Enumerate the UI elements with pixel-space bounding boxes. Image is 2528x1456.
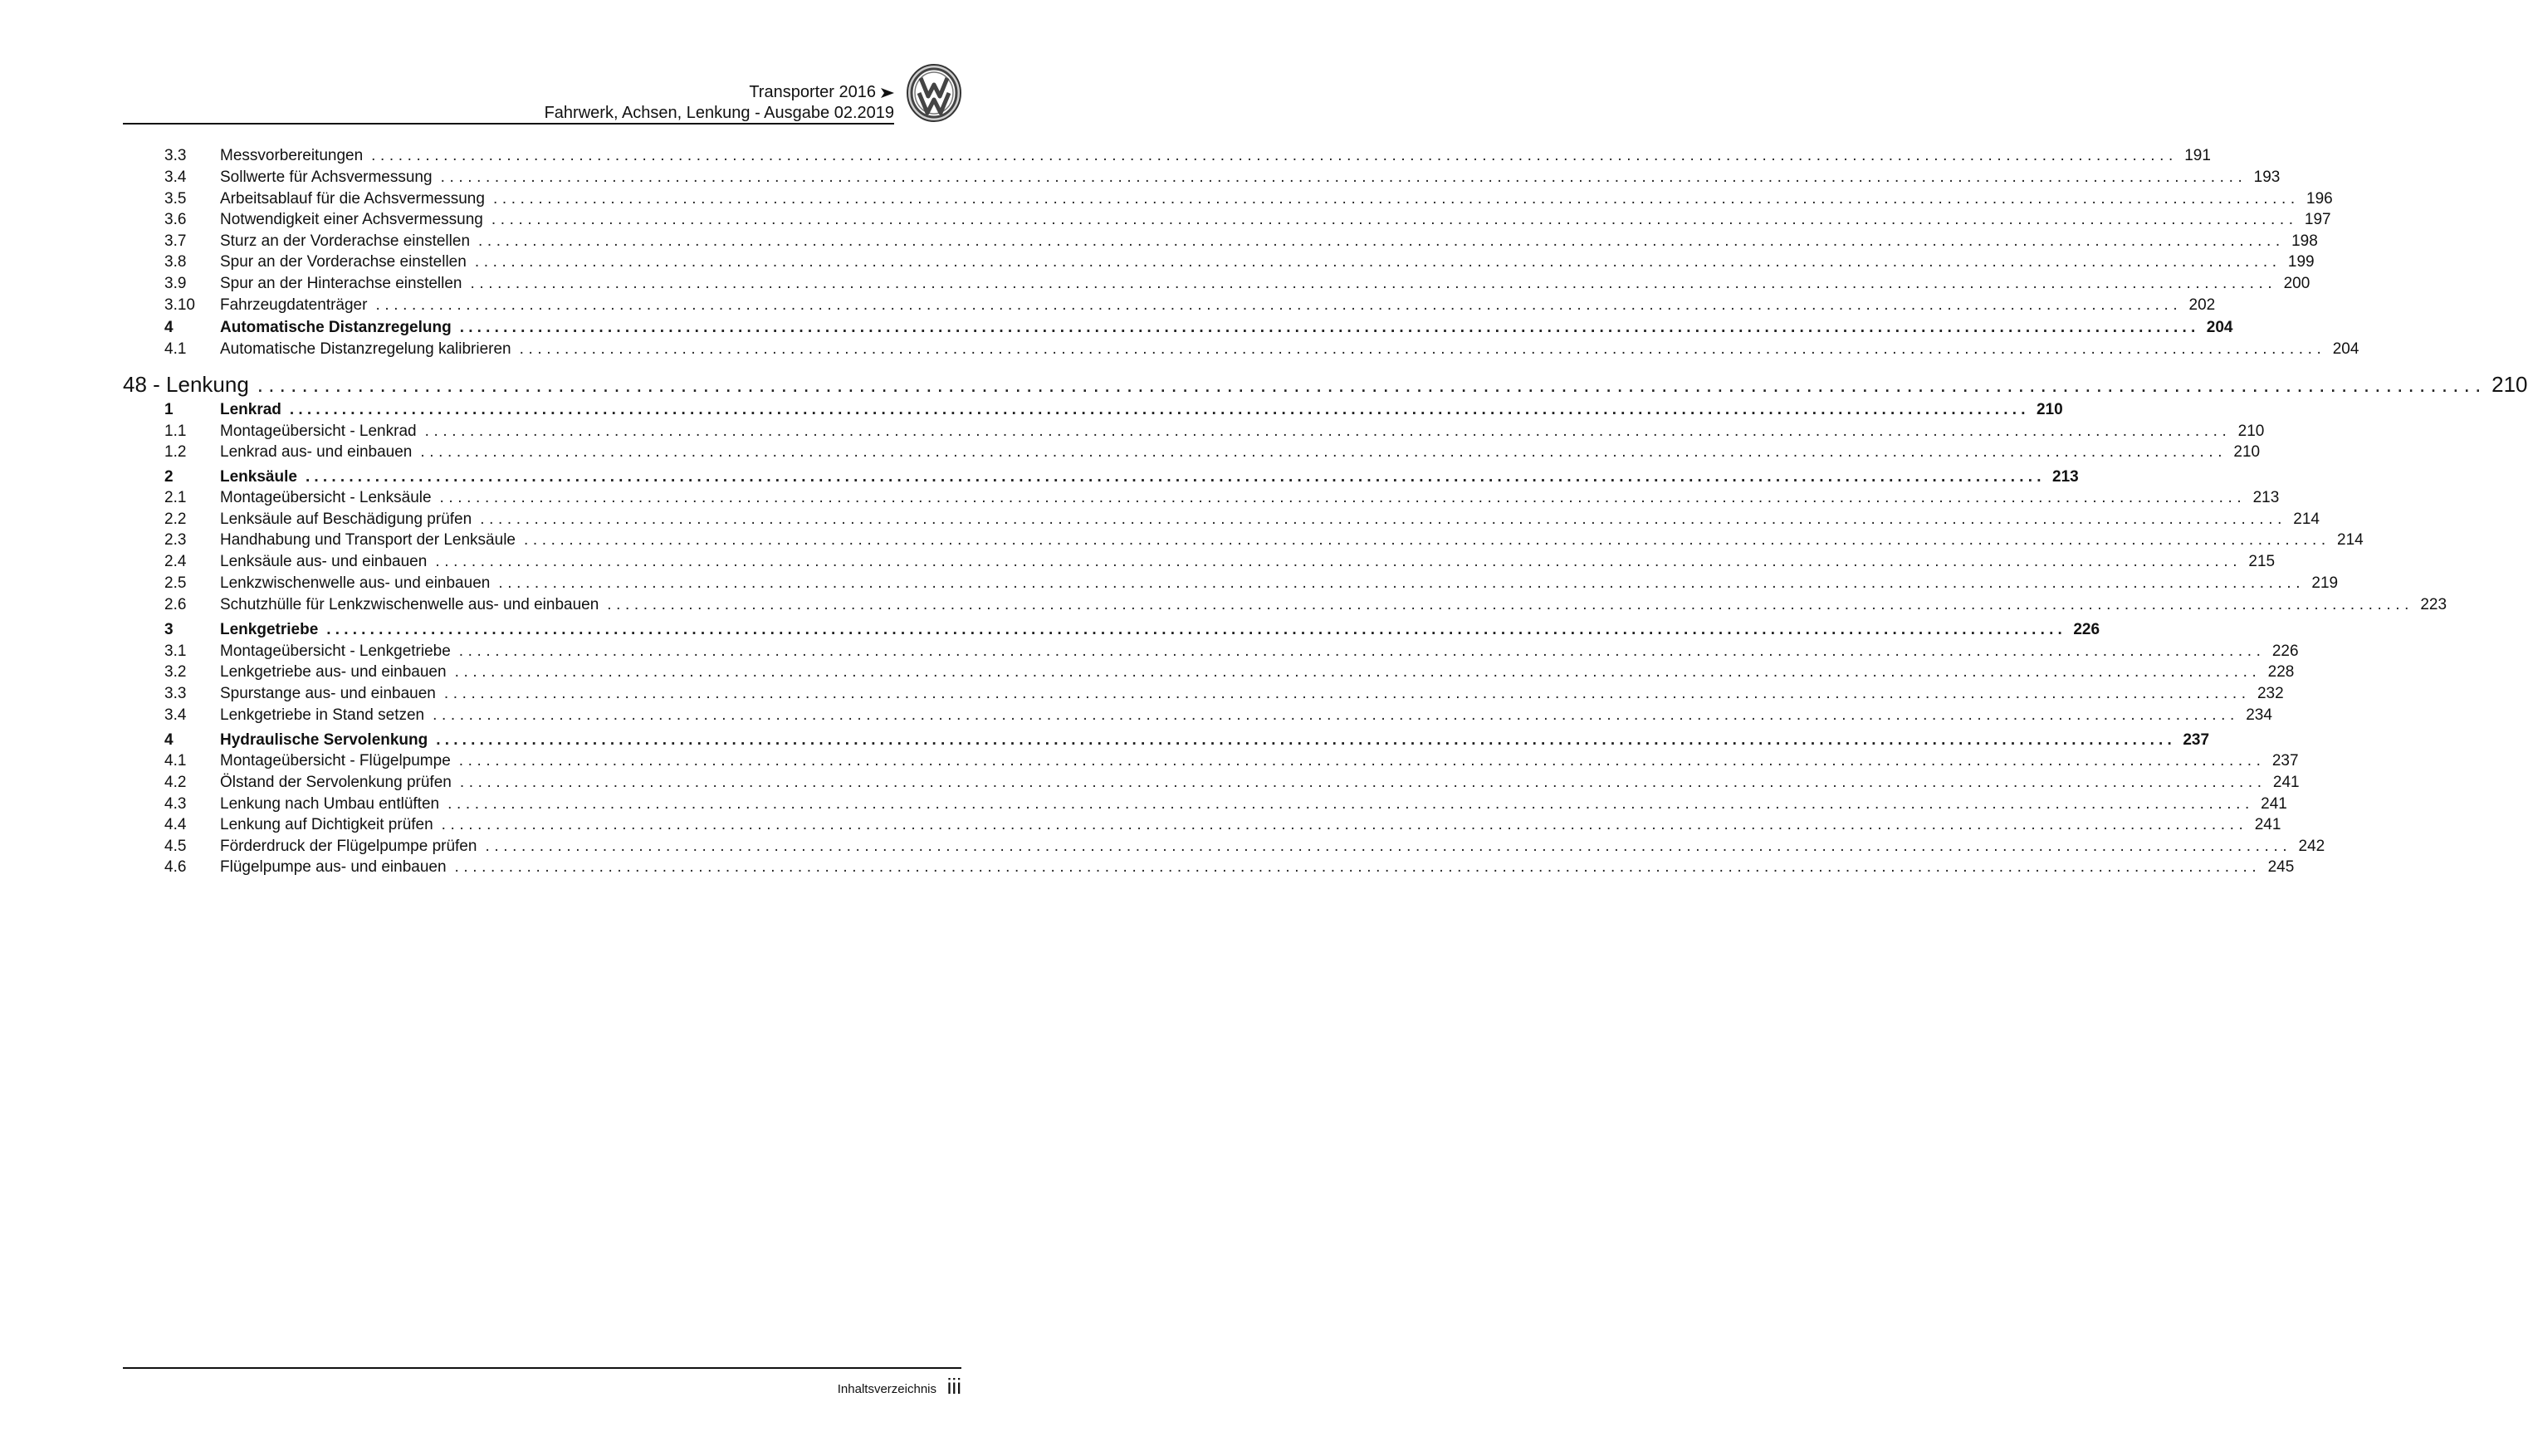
toc-dot-leader: ........................................................................................................................................................................................................ [523, 531, 2330, 549]
toc-number: 2 [164, 468, 174, 486]
toc-dot-leader: ........................................................................................................................................................................................................ [474, 253, 2281, 271]
toc-page-number: 213 [2252, 489, 2280, 506]
toc-title: Montageübersicht - Flügelpumpe [220, 752, 451, 770]
toc-entry[interactable] [123, 146, 2211, 166]
toc-page-number: 193 [2253, 169, 2281, 186]
toc-entry[interactable] [123, 837, 2325, 857]
toc-dot-leader: ........................................................................................................................................................................................................ [485, 838, 2292, 855]
toc-number: 3 [164, 621, 174, 638]
toc-entry[interactable] [123, 706, 2272, 726]
toc-dot-leader: ........................................................................................................................................................................................................ [447, 795, 2254, 813]
toc-title: Handhabung und Transport der Lenksäule [220, 531, 516, 549]
toc-title: Lenksäule [220, 468, 297, 486]
toc-entry[interactable] [123, 530, 2364, 550]
toc-title: Montageübersicht - Lenksäule [220, 489, 432, 506]
footer-label: Inhaltsverzeichnis [837, 1382, 936, 1396]
toc-dot-leader: ........................................................................................................................................................................................................ [519, 340, 2326, 358]
toc-entry[interactable] [123, 857, 2295, 877]
header-vehicle [749, 83, 894, 102]
toc-page-number: 202 [2188, 296, 2216, 314]
toc-entry[interactable] [123, 574, 2339, 594]
toc-number: 2.5 [164, 574, 187, 592]
toc-dot-leader: ........................................................................................................................................................................................................ [607, 596, 2414, 613]
toc-dot-leader: ........................................................................................................................................................................................................ [436, 731, 2177, 749]
toc-number: 4.5 [164, 838, 187, 855]
toc-dot-leader: ........................................................................................................................................................................................................ [420, 443, 2227, 461]
toc-page-number: 210 [2036, 401, 2063, 418]
toc-title: Sturz an der Vorderachse einstellen [220, 232, 471, 250]
header-vehicle-label: Transporter 2016 [749, 83, 876, 101]
toc-page-number: 241 [2254, 816, 2281, 833]
toc-number: 3.1 [164, 642, 187, 660]
toc-page-number: 242 [2298, 838, 2325, 855]
toc-number: 4.1 [164, 752, 187, 770]
toc-title: Spurstange aus- und einbauen [220, 685, 436, 702]
toc-number: 4.4 [164, 816, 187, 833]
toc-number: 2.3 [164, 531, 187, 549]
toc-page-number: 215 [2248, 553, 2276, 570]
toc-title: Sollwerte für Achsvermessung [220, 169, 433, 186]
toc-page-number: 234 [2246, 706, 2272, 724]
toc-dot-leader: ........................................................................................................................................................................................................ [257, 372, 2486, 397]
toc-page-number: 197 [2304, 211, 2331, 228]
toc-page-number: 200 [2283, 275, 2310, 292]
toc-number: 3.7 [164, 232, 187, 250]
toc-title: Automatische Distanzregelung [220, 319, 452, 336]
toc-entry[interactable] [123, 252, 2315, 272]
toc-title: Montageübersicht - Lenkgetriebe [220, 642, 451, 660]
toc-number: 4 [164, 731, 174, 749]
toc-entry[interactable] [123, 488, 2280, 508]
toc-number: 4.6 [164, 858, 187, 876]
toc-number: 3.6 [164, 211, 187, 228]
toc-title: Lenkrad [220, 401, 281, 418]
toc-dot-leader: ........................................................................................................................................................................................................ [470, 275, 2277, 292]
toc-title: Lenkzwischenwelle aus- und einbauen [220, 574, 491, 592]
page-header [123, 80, 894, 126]
toc-dot-leader: ........................................................................................................................................................................................................ [459, 319, 2200, 336]
toc-page-number: 237 [2271, 752, 2299, 770]
toc-title: Lenksäule auf Beschädigung prüfen [220, 511, 472, 528]
toc-dot-leader: ........................................................................................................................................................................................................ [459, 774, 2266, 791]
toc-title: Lenkgetriebe [220, 621, 319, 638]
toc-number: 3.10 [164, 296, 195, 314]
toc-dot-leader: ........................................................................................................................................................................................................ [424, 423, 2232, 440]
toc-number: 3.3 [164, 685, 187, 702]
toc-dot-leader: ........................................................................................................................................................................................................ [492, 190, 2300, 208]
toc-title: Fahrzeugdatenträger [220, 296, 368, 314]
footer-rule [123, 1367, 961, 1369]
toc-number: 3.4 [164, 706, 187, 724]
toc-dot-leader: ........................................................................................................................................................................................................ [435, 553, 2242, 570]
toc-page-number: 214 [2293, 511, 2320, 528]
toc-page-number: 204 [2332, 340, 2359, 358]
toc-dot-leader: ........................................................................................................................................................................................................ [458, 642, 2266, 660]
toc-title: Automatische Distanzregelung kalibrieren [220, 340, 511, 358]
toc-entry[interactable] [123, 642, 2299, 662]
toc-title: Lenkrad aus- und einbauen [220, 443, 413, 461]
toc-dot-leader: ........................................................................................................................................................................................................ [441, 816, 2248, 833]
toc-section[interactable] [123, 730, 2210, 750]
toc-title: Messvorbereitungen [220, 147, 364, 164]
toc-title: Spur an der Hinterachse einstellen [220, 275, 462, 292]
toc-number: 2.1 [164, 489, 187, 506]
toc-entry[interactable] [123, 684, 2284, 704]
toc-page-number: 204 [2206, 319, 2233, 336]
toc-dot-leader: ........................................................................................................................................................................................................ [305, 468, 2046, 486]
toc-number: 1 [164, 401, 174, 418]
toc-number: 1.1 [164, 423, 187, 440]
toc-title: Montageübersicht - Lenkrad [220, 423, 417, 440]
toc-entry[interactable] [123, 552, 2276, 572]
toc-entry[interactable] [123, 773, 2300, 793]
toc-number: 3.3 [164, 147, 187, 164]
toc-page-number: 210 [2491, 372, 2528, 397]
toc-title: Spur an der Vorderachse einstellen [220, 253, 467, 271]
toc-dot-leader: ........................................................................................................................................................................................................ [478, 232, 2285, 250]
toc-section[interactable] [123, 620, 2100, 640]
toc-number: 2.6 [164, 596, 187, 613]
toc-title: Lenkung auf Dichtigkeit prüfen [220, 816, 433, 833]
toc-page-number: 223 [2420, 596, 2447, 613]
toc-number: 1.2 [164, 443, 187, 461]
toc-number: 3.8 [164, 253, 187, 271]
toc-page-number: 232 [2257, 685, 2284, 702]
toc-page-number: 228 [2267, 663, 2295, 681]
toc-dot-leader: ........................................................................................................................................................................................................ [289, 401, 2030, 418]
toc-entry[interactable] [123, 189, 2333, 209]
toc-title: Förderdruck der Flügelpumpe prüfen [220, 838, 477, 855]
toc-dot-leader: ........................................................................................................................................................................................................ [440, 169, 2247, 186]
header-subtitle: Fahrwerk, Achsen, Lenkung - Ausgabe 02.2019 [544, 104, 894, 122]
toc-page-number: 245 [2267, 858, 2295, 876]
toc-page-number: 198 [2291, 232, 2318, 250]
toc-dot-leader: ........................................................................................................................................................................................................ [491, 211, 2298, 228]
toc-dot-leader: ........................................................................................................................................................................................................ [375, 296, 2183, 314]
toc-page-number: 191 [2184, 147, 2211, 164]
toc-title: Ölstand der Servolenkung prüfen [220, 774, 452, 791]
toc-title: Schutzhülle für Lenkzwischenwelle aus- und einbauen [220, 596, 599, 613]
toc-number: 4.1 [164, 340, 187, 358]
toc-entry[interactable] [123, 510, 2320, 530]
toc-section[interactable] [123, 467, 2079, 487]
toc-dot-leader: ........................................................................................................................................................................................................ [454, 663, 2262, 681]
toc-entry[interactable] [123, 422, 2265, 442]
toc-page-number: 219 [2311, 574, 2339, 592]
toc-title: Notwendigkeit einer Achsvermessung [220, 211, 483, 228]
toc-title: Hydraulische Servolenkung [220, 731, 428, 749]
toc-entry[interactable] [123, 595, 2447, 615]
toc-entry[interactable] [123, 168, 2281, 188]
toc-entry[interactable] [123, 442, 2261, 462]
toc-page-number: 241 [2261, 795, 2287, 813]
toc-page-number: 226 [2073, 621, 2100, 638]
toc-entry[interactable] [123, 274, 2310, 294]
toc-entry[interactable] [123, 340, 2359, 359]
toc-entry[interactable] [123, 662, 2295, 682]
toc-page-number: 214 [2337, 531, 2364, 549]
toc-dot-leader: ........................................................................................................................................................................................................ [443, 685, 2251, 702]
toc-page-number: 196 [2306, 190, 2333, 208]
footer-page-number: iii [946, 1374, 961, 1399]
toc-dot-leader: ........................................................................................................................................................................................................ [458, 752, 2266, 770]
toc-entry[interactable] [123, 751, 2299, 771]
toc-number: 4.3 [164, 795, 187, 813]
toc-page-number: 237 [2183, 731, 2210, 749]
toc-page-number: 210 [2233, 443, 2261, 461]
toc-number: 3.5 [164, 190, 187, 208]
toc-number: 4 [164, 319, 174, 336]
vw-logo-icon [906, 63, 962, 123]
toc-number: 2.4 [164, 553, 187, 570]
toc-section[interactable] [123, 400, 2063, 420]
toc-title: Lenkgetriebe aus- und einbauen [220, 663, 447, 681]
toc-entry[interactable] [123, 210, 2331, 230]
arrow-right-icon [881, 87, 894, 99]
toc-page-number: 210 [2237, 423, 2265, 440]
toc-number: 4.2 [164, 774, 187, 791]
toc-dot-leader: ........................................................................................................................................................................................................ [439, 489, 2247, 506]
toc-dot-leader: ........................................................................................................................................................................................................ [454, 858, 2262, 876]
toc-entry[interactable] [123, 296, 2216, 315]
toc-entry[interactable] [123, 815, 2281, 835]
toc-section[interactable] [123, 318, 2233, 338]
toc-page-number: 226 [2271, 642, 2299, 660]
toc-title: Lenksäule aus- und einbauen [220, 553, 428, 570]
toc-number: 3.4 [164, 169, 187, 186]
toc-title: Flügelpumpe aus- und einbauen [220, 858, 447, 876]
toc-page-number: 199 [2287, 253, 2315, 271]
toc-dot-leader: ........................................................................................................................................................................................................ [433, 706, 2239, 724]
toc-title: Lenkgetriebe in Stand setzen [220, 706, 425, 724]
toc-number: 3.9 [164, 275, 187, 292]
toc-entry[interactable] [123, 794, 2287, 814]
toc-chapter[interactable] [123, 370, 2528, 398]
toc-number: 2.2 [164, 511, 187, 528]
toc-page-number: 213 [2052, 468, 2079, 486]
toc-title: 48 - Lenkung [123, 372, 249, 397]
toc-title: Lenkung nach Umbau entlüften [220, 795, 440, 813]
toc-dot-leader: ........................................................................................................................................................................................................ [326, 621, 2067, 638]
toc-entry[interactable] [123, 232, 2318, 252]
toc-number: 3.2 [164, 663, 187, 681]
toc-dot-leader: ........................................................................................................................................................................................................ [480, 511, 2286, 528]
toc-title: Arbeitsablauf für die Achsvermessung [220, 190, 485, 208]
header-rule [123, 123, 894, 125]
toc-dot-leader: ........................................................................................................................................................................................................ [498, 574, 2306, 592]
toc-dot-leader: ........................................................................................................................................................................................................ [371, 147, 2178, 164]
toc-page-number: 241 [2272, 774, 2300, 791]
